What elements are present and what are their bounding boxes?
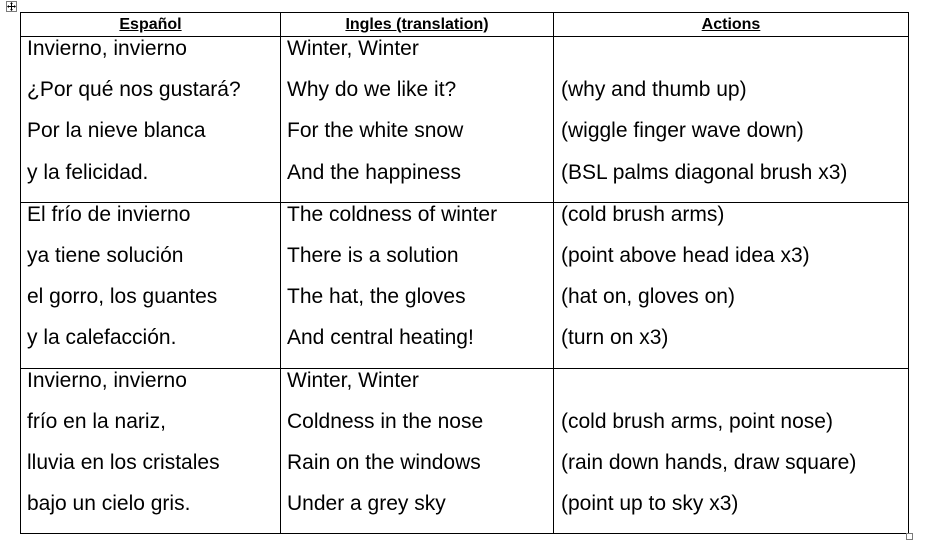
- lyric-line: bajo un cielo gris.: [27, 492, 191, 516]
- lyric-line: Invierno, invierno: [27, 368, 187, 392]
- lyric-line: ya tiene solución: [27, 243, 184, 267]
- header-actions: Actions: [554, 13, 909, 37]
- lyric-line: Por la nieve blanca: [27, 119, 206, 143]
- english-cell: [281, 202, 554, 368]
- lyric-line: Coldness in the nose: [287, 409, 484, 433]
- header-espanol: Español: [21, 13, 281, 37]
- lyric-line: And the happiness: [287, 160, 461, 184]
- lyric-line: y la calefacción.: [27, 326, 177, 350]
- lyric-line: And central heating!: [287, 326, 474, 350]
- lyric-line: (why and thumb up): [561, 78, 747, 102]
- lyrics-table: [20, 12, 909, 534]
- actions-cell: [554, 202, 909, 368]
- english-cell: [281, 37, 554, 203]
- actions-cell: [554, 37, 909, 203]
- lyric-line: (cold brush arms, point nose): [561, 409, 833, 433]
- lyric-line: (wiggle finger wave down): [561, 119, 804, 143]
- lyric-line: (rain down hands, draw square): [561, 450, 857, 474]
- lyric-line: The hat, the gloves: [287, 285, 466, 309]
- spanish-cell: [21, 202, 281, 368]
- lyric-line: y la felicidad.: [27, 160, 149, 184]
- lyric-line: (BSL palms diagonal brush x3): [561, 160, 848, 184]
- lyric-line: (point up to sky x3): [561, 492, 739, 516]
- spanish-cell: [21, 368, 281, 534]
- english-cell: [281, 368, 554, 534]
- lyric-line: [554, 37, 908, 78]
- actions-cell: [554, 368, 909, 534]
- table-row: [21, 202, 909, 368]
- lyric-line: (cold brush arms): [561, 202, 725, 226]
- lyric-line: (point above head idea x3): [561, 243, 810, 267]
- table-resize-handle[interactable]: [906, 533, 913, 540]
- table-move-handle[interactable]: [6, 1, 17, 12]
- lyric-line: (turn on x3): [561, 326, 669, 350]
- spanish-cell: [21, 37, 281, 203]
- lyric-line: There is a solution: [287, 243, 459, 267]
- header-ingles: Ingles (translation): [281, 13, 554, 37]
- lyric-line: Rain on the windows: [287, 450, 481, 474]
- table-row: [21, 368, 909, 534]
- lyric-line: Why do we like it?: [287, 78, 457, 102]
- lyric-line: (hat on, gloves on): [561, 285, 735, 309]
- lyric-line: frío en la nariz,: [27, 409, 166, 433]
- lyric-line: For the white snow: [287, 119, 464, 143]
- lyric-line: Winter, Winter: [287, 368, 419, 392]
- lyric-line: Under a grey sky: [287, 492, 446, 516]
- table-row: [21, 37, 909, 203]
- lyric-line: Invierno, invierno: [27, 37, 187, 60]
- lyric-line: The coldness of winter: [287, 202, 498, 226]
- lyric-line: el gorro, los guantes: [27, 285, 218, 309]
- lyric-line: [554, 369, 908, 410]
- header-row: [21, 13, 909, 37]
- lyric-line: ¿Por qué nos gustará?: [27, 78, 241, 102]
- lyric-line: El frío de invierno: [27, 202, 191, 226]
- move-arrows-icon: [7, 2, 16, 11]
- lyric-line: Winter, Winter: [287, 37, 419, 60]
- lyric-line: lluvia en los cristales: [27, 450, 220, 474]
